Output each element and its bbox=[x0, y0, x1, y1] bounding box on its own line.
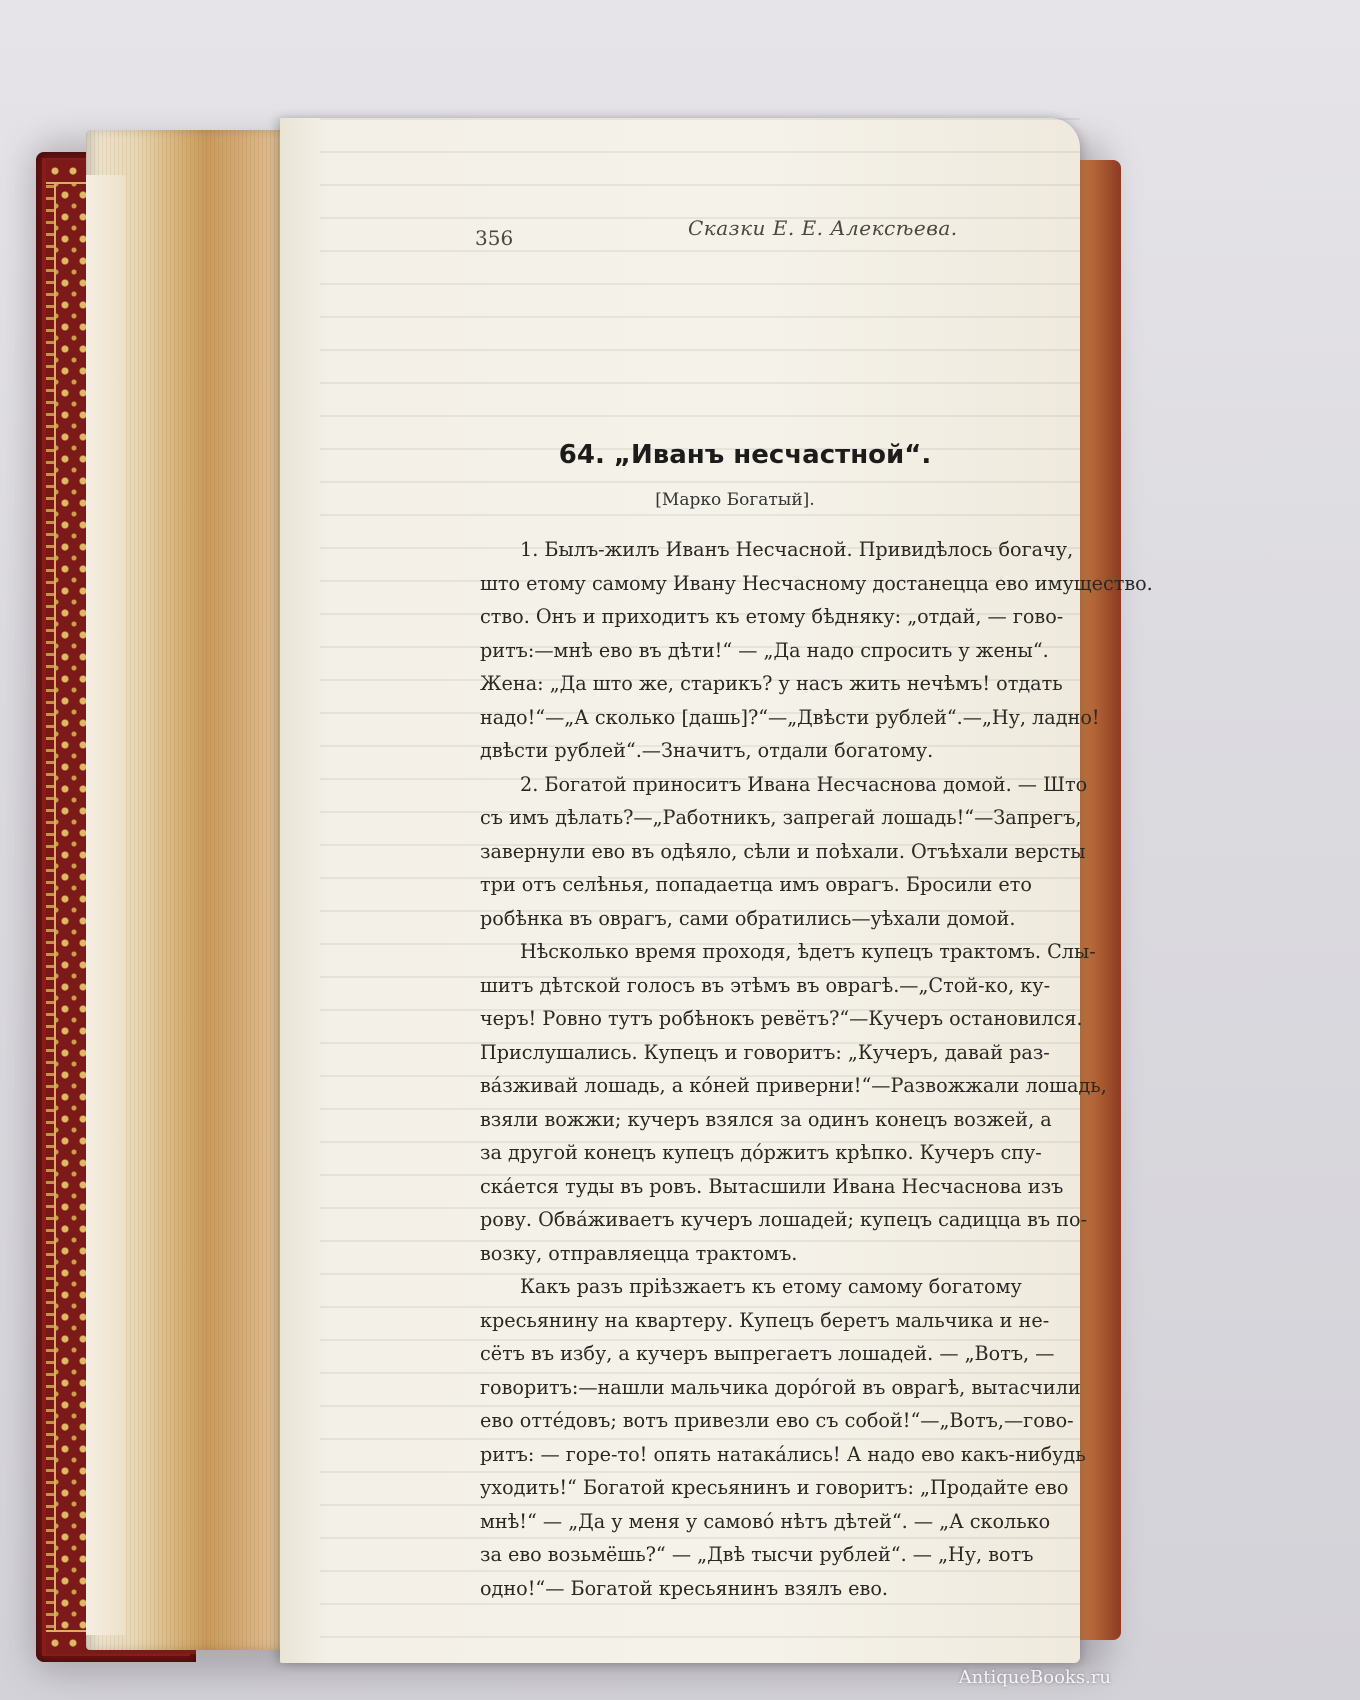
text-line: за ево возьмёшь?“ — „Двѣ тысчи рублей“. — „Ну, вотъ bbox=[480, 1543, 1034, 1566]
story-subtitle: [Марко Богатый]. bbox=[655, 490, 815, 510]
text-line: двѣсти рублей“.—Значитъ, отдали богатому. bbox=[480, 739, 934, 762]
running-head: Сказки Е. Е. Алексѣева. bbox=[688, 216, 958, 240]
text-line: съ имъ дѣлать?—„Работникъ, запрегай лошадь!“—Запрегъ, bbox=[480, 806, 1082, 829]
text-line: ритъ:—мнѣ ево въ дѣти!“ — „Да надо спросить у жены“. bbox=[480, 638, 1049, 662]
text-line: за другой конецъ купецъ дóржитъ крѣпко. Кучеръ спу- bbox=[480, 1141, 1042, 1164]
page-number: 356 bbox=[475, 226, 514, 250]
text-line: завернули ево въ одѣяло, сѣли и поѣхали. Отъѣхали версты bbox=[480, 839, 1086, 863]
page-edges-light bbox=[86, 175, 126, 1635]
text-line: што етому самому Ивану Несчасному достанецца ево имущество. bbox=[480, 571, 1153, 595]
text-line: черъ! Ровно тутъ робѣнокъ ревётъ?“—Кучеръ остановился. bbox=[480, 1007, 1083, 1030]
text-line: шитъ дѣтской голосъ въ этѣмъ въ оврагѣ.—„Стой-ко, ку- bbox=[480, 973, 1051, 997]
text-line: взяли вожжи; кучеръ взялся за одинъ конецъ возжей, а bbox=[480, 1107, 1052, 1131]
text-line: одно!“— Богатой кресьянинъ взялъ ево. bbox=[480, 1576, 888, 1600]
book-page bbox=[280, 118, 1153, 1663]
text-line: Какъ разъ пріѣзжаетъ къ етому самому богатому bbox=[520, 1275, 1022, 1298]
text-line: вáзживай лошадь, а кóней приверни!“—Развожжали лошадь, bbox=[480, 1074, 1107, 1097]
text-line: надо!“—„А сколько [дашь]?“—„Двѣсти рублей“.—„Ну, ладно! bbox=[480, 705, 1100, 729]
text-line: мнѣ!“ — „Да у меня у самовó нѣтъ дѣтей“. — „А сколько bbox=[480, 1509, 1051, 1533]
body-text bbox=[480, 533, 1360, 1605]
story-title: 64. „Иванъ несчастной“. bbox=[558, 440, 932, 470]
watermark: AntiqueBooks.ru bbox=[958, 1667, 1111, 1688]
text-line: Нѣсколько время проходя, ѣдетъ купецъ трактомъ. Слы- bbox=[520, 940, 1096, 963]
text-line: Прислушались. Купецъ и говоритъ: „Кучеръ, давай раз- bbox=[480, 1040, 1050, 1064]
text-line: возку, отправляецца трактомъ. bbox=[480, 1241, 798, 1265]
text-line: робѣнка въ оврагъ, сами обратились—уѣхали домой. bbox=[480, 906, 1016, 930]
text-line: Жена: „Да што же, старикъ? у насъ жить нечѣмъ! отдать bbox=[480, 672, 1063, 695]
text-line: кресьянину на квартеру. Купецъ беретъ мальчика и не- bbox=[480, 1308, 1050, 1332]
text-line: скáется туды въ ровъ. Вытасшили Ивана Несчаснова изъ bbox=[480, 1174, 1064, 1198]
text-line: 1. Былъ-жилъ Иванъ Несчасной. Привидѣлось богачу, bbox=[520, 538, 1074, 561]
text-line: ритъ: — горе-то! опять натакáлись! А надо ево какъ-нибудь bbox=[480, 1442, 1086, 1466]
text-line: три отъ селѣнья, попадаетца имъ оврагъ. Бросили ето bbox=[480, 873, 1032, 896]
text-line: уходить!“ Богатой кресьянинъ и говоритъ: „Продайте ево bbox=[480, 1476, 1069, 1499]
text-line: 2. Богатой приноситъ Ивана Несчаснова домой. — Што bbox=[520, 772, 1088, 796]
text-line: ство. Онъ и приходитъ къ етому бѣдняку: „отдай, — гово- bbox=[480, 605, 1064, 628]
text-line: ево оттéдовъ; вотъ привезли ево съ собой!“—„Вотъ,—гово- bbox=[480, 1409, 1074, 1432]
text-line: говоритъ:—нашли мальчика дорóгой въ оврагѣ, вытасчили bbox=[480, 1375, 1081, 1399]
text-line: рову. Обвáживаетъ кучеръ лошадей; купецъ садицца въ по- bbox=[480, 1208, 1088, 1231]
text-line: сётъ въ избу, а кучеръ выпрегаетъ лошадей. — „Вотъ, — bbox=[480, 1342, 1055, 1365]
